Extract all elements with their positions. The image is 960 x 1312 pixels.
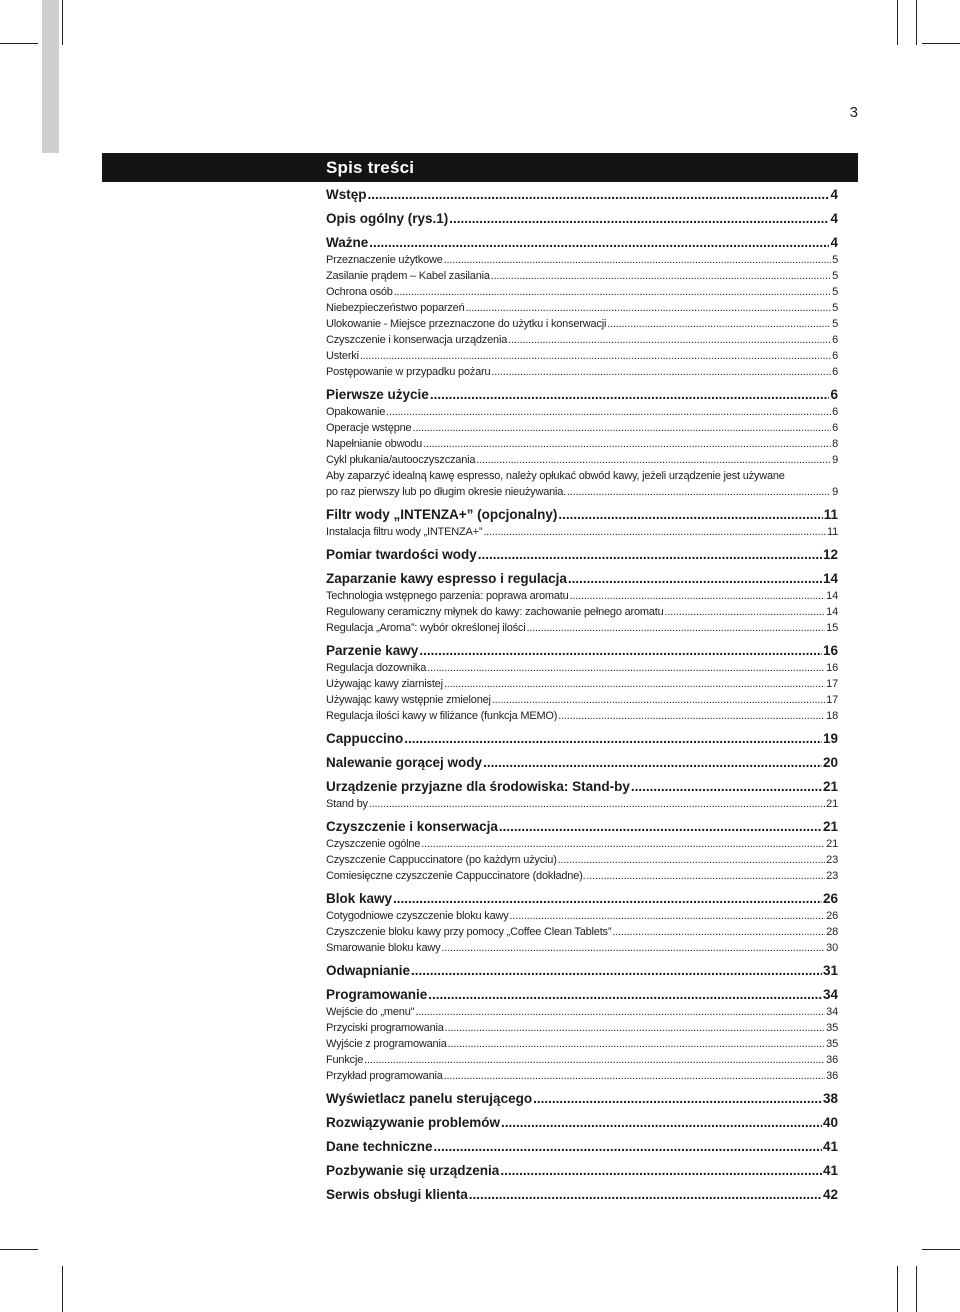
toc-chapter[interactable] — [326, 818, 838, 836]
crop-mark — [897, 0, 898, 45]
toc-section[interactable] — [326, 1004, 838, 1020]
toc-section[interactable] — [326, 868, 838, 884]
toc-leader-dots — [492, 692, 825, 708]
toc-leader-dots — [567, 484, 831, 500]
toc-chapter[interactable] — [326, 1162, 838, 1180]
toc-leader-dots — [466, 300, 832, 316]
toc-section[interactable] — [326, 796, 838, 812]
toc-entry-title: Dane techniczne — [326, 1139, 433, 1154]
toc-entry-title: Nalewanie gorącej wody — [326, 755, 483, 770]
toc-page-number: 19 — [822, 731, 838, 746]
toc-entry-title: Rozwiązywanie problemów — [326, 1115, 501, 1130]
toc-entry-title: Wejście do „menu" — [326, 1006, 415, 1018]
toc-entry-title: Regulacja ilości kawy w filiżance (funkcja MEMO) — [326, 710, 558, 722]
toc-leader-dots — [421, 836, 825, 852]
toc-leader-dots — [415, 1004, 825, 1020]
crop-mark — [62, 0, 63, 45]
toc-entry-title: Technologia wstępnego parzenia: poprawa aromatu — [326, 590, 569, 602]
toc-entry-title: Programowanie — [326, 987, 428, 1002]
toc-chapter[interactable] — [326, 986, 838, 1004]
toc-entry-title: Zaparzanie kawy espresso i regulacja — [326, 571, 567, 586]
toc-entry-title: Czyszczenie Cappuccinatore (po każdym użyciu) — [326, 854, 557, 866]
toc-entry-title: Funkcje — [326, 1054, 364, 1066]
toc-page-number: 5 — [832, 302, 838, 314]
toc-page-number: 6 — [832, 406, 838, 418]
toc-leader-dots — [558, 852, 826, 868]
toc-chapter[interactable] — [326, 570, 838, 588]
toc-page-number: 17 — [826, 694, 838, 706]
toc-entry-title: Czyszczenie i konserwacja urządzenia — [326, 334, 508, 346]
toc-title: Spis treści — [326, 158, 415, 177]
toc-leader-dots — [412, 420, 831, 436]
toc-leader-dots — [430, 386, 830, 404]
toc-page-number: 34 — [822, 987, 838, 1002]
toc-chapter[interactable] — [326, 506, 838, 524]
toc-leader-dots — [441, 940, 825, 956]
toc-page-number: 26 — [822, 891, 838, 906]
toc-leader-dots — [665, 604, 826, 620]
toc-section[interactable] — [326, 316, 838, 332]
toc-leader-dots — [444, 676, 825, 692]
toc-entry-title: po raz pierwszy lub po długim okresie nieużywania. — [326, 486, 567, 498]
toc-page-number: 4 — [830, 211, 838, 226]
toc-leader-dots — [393, 890, 822, 908]
toc-leader-dots — [449, 210, 829, 228]
crop-mark — [922, 43, 960, 44]
toc-entry-title: Regulacja dozownika — [326, 662, 427, 674]
toc-entry-title: Instalacja filtru wody „INTENZA+” — [326, 526, 483, 538]
toc-page-number: 8 — [832, 438, 838, 450]
crop-mark — [62, 1266, 63, 1312]
toc-leader-dots — [533, 1090, 822, 1108]
toc-section[interactable] — [326, 252, 838, 268]
toc-chapter[interactable] — [326, 1090, 838, 1108]
toc-section[interactable] — [326, 364, 838, 380]
toc-leader-dots — [499, 818, 822, 836]
toc-section[interactable] — [326, 676, 838, 692]
toc-section[interactable] — [326, 620, 838, 636]
toc-page-number: 11 — [826, 526, 838, 538]
toc-entry-title: Parzenie kawy — [326, 643, 419, 658]
toc-leader-dots — [558, 506, 822, 524]
toc-leader-dots — [558, 708, 825, 724]
toc-leader-dots — [526, 620, 825, 636]
toc-entry-title: Odwapnianie — [326, 963, 411, 978]
toc-section[interactable] — [326, 332, 838, 348]
toc-leader-dots — [411, 962, 822, 980]
toc-section[interactable] — [326, 660, 838, 676]
toc-page-number: 5 — [832, 270, 838, 282]
toc-page-number: 6 — [832, 350, 838, 362]
toc-chapter[interactable] — [326, 754, 838, 772]
toc-entry-title: Pozbywanie się urządzenia — [326, 1163, 500, 1178]
toc-entry-title: Urządzenie przyjazne dla środowiska: Stand-by — [326, 779, 630, 794]
toc-page-number: 14 — [826, 606, 838, 618]
toc-page-number: 6 — [832, 422, 838, 434]
toc-leader-dots — [476, 452, 831, 468]
crop-mark — [897, 1266, 898, 1312]
margin-tab — [42, 0, 59, 153]
toc-entry-title: Przyciski programowania — [326, 1022, 444, 1034]
toc-leader-dots — [568, 570, 822, 588]
toc-page-number: 21 — [822, 819, 838, 834]
toc-entry-title: Czyszczenie bloku kawy przy pomocy „Coffee Clean Tablets” — [326, 926, 612, 938]
toc-entry-title: Cykl płukania/autooczyszczania — [326, 454, 476, 466]
toc-page-number: 40 — [822, 1115, 838, 1130]
toc-section[interactable] — [326, 940, 838, 956]
toc-page-number: 41 — [822, 1163, 838, 1178]
toc-section[interactable] — [326, 404, 838, 420]
toc-page-number: 16 — [826, 662, 838, 674]
toc-leader-dots — [483, 524, 826, 540]
toc-leader-dots — [419, 642, 822, 660]
toc-entry-title: Przeznaczenie użytkowe — [326, 254, 443, 266]
toc-leader-dots — [404, 730, 822, 748]
toc-page-number: 16 — [822, 643, 838, 658]
toc-leader-dots — [428, 986, 822, 1004]
toc-section[interactable] — [326, 604, 838, 620]
toc-entry-title: Opis ogólny (rys.1) — [326, 211, 449, 226]
toc-leader-dots — [364, 1052, 825, 1068]
toc-page-number: 36 — [826, 1070, 838, 1082]
toc-page-number: 30 — [826, 942, 838, 954]
toc-page-number: 12 — [822, 547, 838, 562]
toc-leader-dots — [445, 1020, 825, 1036]
toc-section[interactable] — [326, 524, 838, 540]
toc-leader-dots — [434, 1138, 822, 1156]
toc-leader-dots — [501, 1114, 822, 1132]
toc-entry-title: Opakowanie — [326, 406, 386, 418]
toc-leader-dots — [607, 316, 831, 332]
toc-section[interactable] — [326, 924, 838, 940]
toc-entry-title: Napełnianie obwodu — [326, 438, 423, 450]
toc-page-number: 5 — [832, 318, 838, 330]
toc-entry-title: Regulacja „Aroma”: wybór określonej ilości — [326, 622, 526, 634]
toc-chapter[interactable] — [326, 890, 838, 908]
toc-section[interactable] — [326, 836, 838, 852]
toc-section[interactable] — [326, 484, 838, 500]
toc-entry-title: Cappuccino — [326, 731, 404, 746]
toc-page-number: 28 — [826, 926, 838, 938]
toc-section[interactable] — [326, 692, 838, 708]
toc-entry-title: Comiesięczne czyszczenie Cappuccinatore (dokładne). — [326, 870, 586, 882]
toc-entry-wrapped-line[interactable]: Aby zaparzyć idealną kawę espresso, należy opłukać obwód kawy, jeżeli urządzenie jest używane — [326, 470, 785, 482]
toc-leader-dots — [508, 332, 831, 348]
crop-mark — [916, 0, 917, 45]
toc-page-number: 9 — [832, 486, 838, 498]
crop-mark — [916, 1266, 917, 1312]
toc-leader-dots — [368, 186, 830, 204]
title-bar — [102, 153, 858, 182]
toc-chapter[interactable] — [326, 386, 838, 404]
toc-page-number: 11 — [823, 507, 838, 522]
toc-entry-title: Pomiar twardości wody — [326, 547, 477, 562]
toc-page-number: 31 — [822, 963, 838, 978]
toc-leader-dots — [586, 868, 825, 884]
toc-chapter[interactable] — [326, 1138, 838, 1156]
toc-leader-dots — [360, 348, 831, 364]
toc-chapter[interactable] — [326, 642, 838, 660]
toc-entry-title: Wyświetlacz panelu sterującego — [326, 1091, 533, 1106]
toc-entry-title: Serwis obsługi klienta — [326, 1187, 468, 1202]
table-of-contents — [326, 186, 838, 1204]
toc-page-number: 14 — [822, 571, 838, 586]
toc-leader-dots — [469, 1186, 822, 1204]
toc-entry-title: Blok kawy — [326, 891, 393, 906]
toc-page-number: 34 — [826, 1006, 838, 1018]
toc-section[interactable] — [326, 284, 838, 300]
crop-mark — [0, 43, 38, 44]
toc-page-number: 9 — [832, 454, 838, 466]
toc-page-number: 23 — [826, 870, 838, 882]
toc-section[interactable] — [326, 588, 838, 604]
toc-section[interactable] — [326, 300, 838, 316]
toc-entry-title: Pierwsze użycie — [326, 387, 429, 402]
toc-section[interactable] — [326, 1036, 838, 1052]
toc-leader-dots — [444, 252, 831, 268]
toc-leader-dots — [510, 908, 826, 924]
toc-entry-title: Cotygodniowe czyszczenie bloku kawy — [326, 910, 509, 922]
toc-entry-title: Ważne — [326, 235, 369, 250]
toc-section[interactable] — [326, 1068, 838, 1084]
toc-page-number: 4 — [830, 235, 838, 250]
crop-mark — [0, 1249, 38, 1250]
toc-section[interactable] — [326, 420, 838, 436]
crop-mark — [922, 1249, 960, 1250]
toc-chapter[interactable] — [326, 186, 838, 204]
toc-leader-dots — [394, 284, 831, 300]
toc-leader-dots — [491, 268, 831, 284]
toc-entry-title: Postępowanie w przypadku pożaru — [326, 366, 491, 378]
toc-leader-dots — [369, 234, 829, 252]
toc-entry-title: Usterki — [326, 350, 359, 362]
toc-page-number: 21 — [826, 798, 838, 810]
toc-section[interactable] — [326, 1052, 838, 1068]
toc-page-number: 14 — [826, 590, 838, 602]
toc-page-number: 42 — [822, 1187, 838, 1202]
toc-page-number: 26 — [826, 910, 838, 922]
toc-entry-title: Operacje wstępne — [326, 422, 412, 434]
toc-leader-dots — [570, 588, 826, 604]
toc-entry-title: Regulowany ceramiczny młynek do kawy: zachowanie pełnego aromatu — [326, 606, 664, 618]
toc-leader-dots — [491, 364, 831, 380]
toc-chapter[interactable] — [326, 962, 838, 980]
toc-section[interactable] — [326, 436, 838, 452]
toc-entry-title: Zasilanie prądem – Kabel zasilania — [326, 270, 490, 282]
toc-section[interactable] — [326, 708, 838, 724]
toc-page-number: 5 — [832, 286, 838, 298]
toc-chapter[interactable] — [326, 210, 838, 228]
toc-section[interactable] — [326, 452, 838, 468]
toc-leader-dots — [423, 436, 831, 452]
toc-page-number: 6 — [832, 334, 838, 346]
toc-entry-title: Filtr wody „INTENZA+” (opcjonalny) — [326, 507, 558, 522]
toc-entry-title: Ochrona osób — [326, 286, 393, 298]
toc-section[interactable] — [326, 908, 838, 924]
toc-chapter[interactable] — [326, 730, 838, 748]
toc-page-number: 21 — [826, 838, 838, 850]
toc-chapter[interactable] — [326, 1114, 838, 1132]
toc-leader-dots — [369, 796, 825, 812]
toc-chapter[interactable] — [326, 546, 838, 564]
toc-page-number: 6 — [832, 366, 838, 378]
toc-page-number: 35 — [826, 1038, 838, 1050]
toc-page-number: 21 — [822, 779, 838, 794]
toc-entry-title: Niebezpieczeństwo poparzeń — [326, 302, 465, 314]
toc-page-number: 36 — [826, 1054, 838, 1066]
toc-leader-dots — [612, 924, 825, 940]
toc-entry-title: Używając kawy ziarnistej — [326, 678, 443, 690]
toc-page-number: 17 — [826, 678, 838, 690]
toc-page-number: 38 — [822, 1091, 838, 1106]
toc-leader-dots — [478, 546, 822, 564]
toc-page-number: 15 — [826, 622, 838, 634]
toc-chapter[interactable] — [326, 1186, 838, 1204]
toc-entry-title: Czyszczenie i konserwacja — [326, 819, 498, 834]
toc-page-number: 35 — [826, 1022, 838, 1034]
toc-page-number: 6 — [830, 387, 838, 402]
toc-leader-dots — [448, 1036, 826, 1052]
toc-section[interactable] — [326, 1020, 838, 1036]
toc-leader-dots — [631, 778, 822, 796]
toc-leader-dots — [444, 1068, 826, 1084]
toc-entry-title: Wyjście z programowania — [326, 1038, 447, 1050]
toc-entry-title: Przykład programowania — [326, 1070, 443, 1082]
toc-section[interactable] — [326, 852, 838, 868]
toc-leader-dots — [386, 404, 831, 420]
toc-page-number: 5 — [832, 254, 838, 266]
toc-page-number: 23 — [826, 854, 838, 866]
toc-entry-title: Używając kawy wstępnie zmielonej — [326, 694, 491, 706]
toc-entry-title: Stand by — [326, 798, 368, 810]
toc-entry-title: Czyszczenie ogólne — [326, 838, 421, 850]
toc-page-number: 20 — [822, 755, 838, 770]
toc-leader-dots — [483, 754, 822, 772]
toc-page-number: 18 — [826, 710, 838, 722]
toc-page-number: 41 — [822, 1139, 838, 1154]
toc-section[interactable] — [326, 348, 838, 364]
toc-chapter[interactable] — [326, 234, 838, 252]
toc-leader-dots — [500, 1162, 822, 1180]
page-number: 3 — [849, 104, 858, 121]
toc-chapter[interactable] — [326, 778, 838, 796]
toc-entry-title: Ulokowanie - Miejsce przeznaczone do użytku i konserwacji — [326, 318, 607, 330]
toc-leader-dots — [427, 660, 825, 676]
toc-entry-title: Wstęp — [326, 187, 367, 202]
toc-page-number: 4 — [830, 187, 838, 202]
toc-section[interactable] — [326, 268, 838, 284]
toc-entry-title: Smarowanie bloku kawy — [326, 942, 441, 954]
